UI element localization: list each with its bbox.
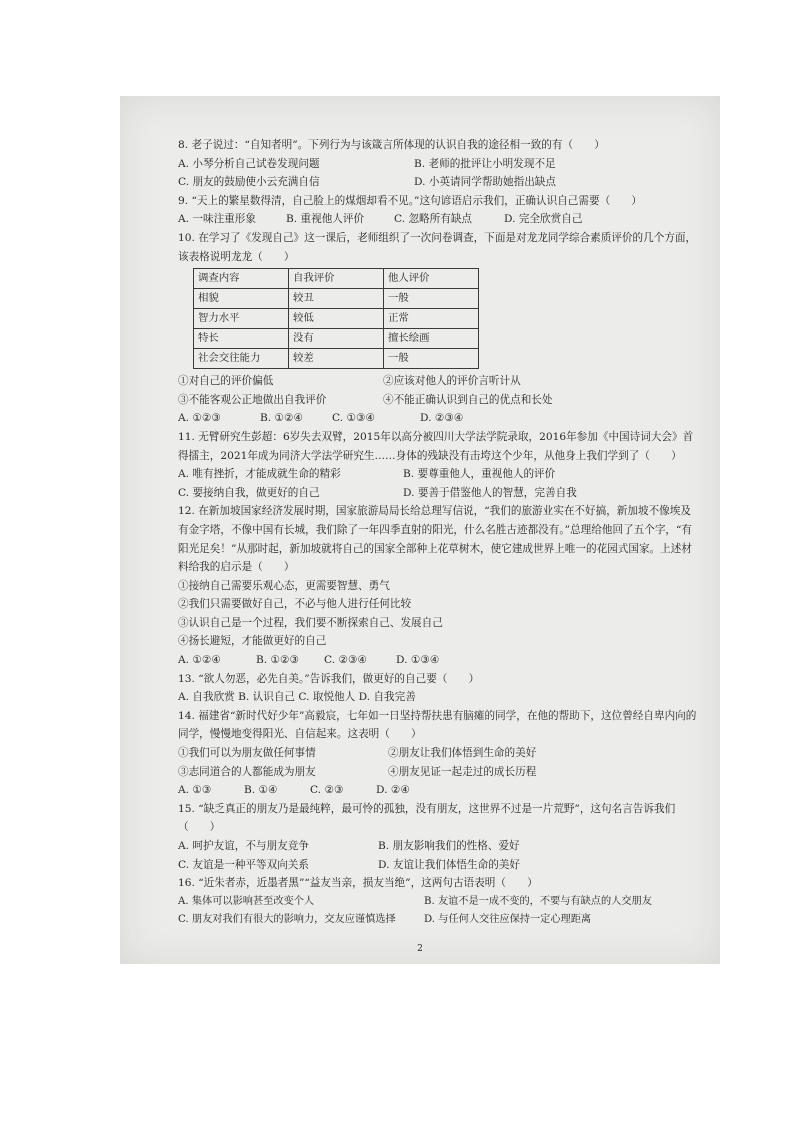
survey-cell: 智力水平: [194, 309, 289, 329]
survey-cell: 较丑: [289, 289, 384, 309]
survey-row: [194, 289, 479, 309]
q9-options: [178, 210, 698, 229]
q10-option-c: C. ①③④: [332, 412, 375, 425]
q10-option-b: B. ①②④: [260, 412, 304, 425]
q13-options: A. 自我欣赏 B. 认识自己 C. 取悦他人 D. 自我完善: [178, 691, 416, 704]
q11-option-d: D. 要善于借鉴他人的智慧，完善自我: [403, 486, 577, 499]
q16-options-row1: [178, 893, 698, 912]
survey-header-cell: 自我评价: [289, 269, 384, 289]
q16-option-a: A. 集体可以影响甚至改变个人: [178, 895, 315, 907]
q15-option-a: A. 呵护友谊，不与朋友竞争: [178, 840, 309, 852]
q14-statements-row2: [178, 763, 698, 782]
q14-option-d: D. ②④: [376, 784, 410, 797]
q10-statements-row1: [178, 372, 698, 391]
q10-option-a: A. ①②③: [178, 412, 221, 425]
q14-statement-3: ③志同道合的人都能成为朋友: [178, 765, 316, 778]
q9-option-c: C. 忽略所有缺点: [394, 213, 473, 226]
q14-options: [178, 781, 698, 800]
q14-option-c: C. ②③: [310, 784, 344, 797]
q12-statement-4: ④扬长避短，才能做更好的自己: [178, 635, 327, 648]
q9-stem: 9. “天上的繁星数得清，自己脸上的煤烟却看不见。”这句谚语启示我们，正确认识自己需要（ ）: [178, 194, 642, 207]
q14-statement-4: ④朋友见证一起走过的成长历程: [388, 765, 537, 778]
q11-option-c: C. 要接纳自我，做更好的自己: [178, 486, 320, 499]
q8-option-b: B. 老师的批评让小明发现不足: [414, 157, 556, 170]
q9-option-d: D. 完全欣赏自己: [504, 213, 583, 226]
q14-stem: 14. 福建省“新时代好少年”高毅宸，七年如一日坚持帮扶患有脑瘫的同学，在他的帮助下，这位曾经自卑内向的同学，慢慢地变得阳光、自信起来。这表明（ ）: [178, 709, 697, 741]
q12-stem: 12. 在新加坡国家经济发展时期，国家旅游局局长给总理写信说，“我们的旅游业实在不好搞，新加坡不像埃及有金字塔，不像中国有长城，我们除了一年四季直射的阳光，什么名胜古迹都没有。”总理给他回了五个字，“有阳光足矣！”从那时起，新加坡就将自己的国家全部种上花草树木，使它建成世界上唯一的花园式国家。上述材料给我的启示是（ ）: [178, 505, 693, 574]
q11-options-row1: [178, 465, 698, 484]
q15-options-row1: [178, 837, 698, 856]
survey-cell: 一般: [384, 289, 479, 309]
q11-options-row2: [178, 484, 698, 503]
q12-statement-1: ①接纳自己需要乐观心态，更需要智慧、勇气: [178, 579, 390, 592]
q14-statement-1: ①我们可以为朋友做任何事情: [178, 747, 316, 760]
survey-table: [193, 268, 479, 369]
survey-header-row: [194, 269, 479, 289]
scanned-page: [120, 96, 720, 964]
q8-option-a: A. 小琴分析自己试卷发现问题: [178, 157, 320, 170]
q10-statement-4: ④不能正确认识到自己的优点和长处: [383, 393, 553, 406]
survey-cell: 擅长绘画: [384, 329, 479, 349]
survey-header-cell: 调查内容: [194, 269, 289, 289]
q12-option-c: C. ②③④: [324, 654, 367, 667]
q12-statement-2: ②我们只需要做好自己，不必与他人进行任何比较: [178, 598, 412, 611]
survey-cell: 一般: [384, 349, 479, 369]
q14-statements-row1: [178, 744, 698, 763]
q10-statement-1: ①对自己的评价偏低: [178, 375, 274, 388]
q12-statement-3: ③认识自己是一个过程，我们要不断探索自己、发展自己: [178, 616, 443, 629]
page-number: 2: [417, 944, 423, 954]
q10-options: [178, 409, 698, 428]
q12-option-d: D. ①③④: [396, 654, 440, 667]
q12-option-a: A. ①②④: [178, 654, 221, 667]
survey-cell: 没有: [289, 329, 384, 349]
q15-options-row2: [178, 856, 698, 875]
q8-options-row2: [178, 173, 698, 192]
q15-option-d: D. 友谊让我们体悟生命的美好: [378, 858, 520, 871]
q14-option-b: B. ①④: [244, 784, 278, 797]
survey-cell: 较低: [289, 309, 384, 329]
q16-option-b: B. 友谊不是一成不变的，不要与有缺点的人交朋友: [424, 895, 652, 907]
survey-row: [194, 309, 479, 329]
q10-statement-2: ②应该对他人的评价言听计从: [383, 375, 521, 388]
survey-cell: 较差: [289, 349, 384, 369]
q10-statements-row2: [178, 391, 698, 410]
q8-option-c: C. 朋友的鼓励使小云充满自信: [178, 176, 320, 189]
q12-option-b: B. ①②③: [256, 654, 300, 667]
q15-stem: 15. “缺乏真正的朋友乃是最纯粹，最可怜的孤独，没有朋友，这世界不过是一片荒野”，这句名言告诉我们（ ）: [178, 802, 676, 834]
q9-option-a: A. 一味注重形象: [178, 213, 256, 226]
q10-option-d: D. ②③④: [420, 412, 464, 425]
survey-cell: 社会交往能力: [194, 349, 289, 369]
q8-option-d: D. 小英请同学帮助她指出缺点: [414, 176, 556, 189]
q10-statement-3: ③不能客观公正地做出自我评价: [178, 393, 327, 406]
survey-cell: 特长: [194, 329, 289, 349]
q13-stem: 13. “欲人勿恶，必先自美。”告诉我们，做更好的自己要（ ）: [178, 672, 480, 685]
survey-cell: 相貌: [194, 289, 289, 309]
q15-option-b: B. 朋友影响我们的性格、爱好: [378, 840, 520, 852]
question-list: [178, 136, 698, 930]
q8-stem: 8. 老子说过：“自知者明”。下列行为与该箴言所体现的认识自我的途径相一致的有（ ）: [178, 139, 605, 151]
q16-options-row2: [178, 911, 698, 930]
q11-option-b: B. 要尊重他人，重视他人的评价: [403, 468, 556, 481]
survey-row: [194, 349, 479, 369]
q16-option-c: C. 朋友对我们有很大的影响力，交友应谨慎选择: [178, 914, 396, 926]
q11-option-a: A. 唯有挫折，才能成就生命的精彩: [178, 468, 341, 481]
q15-option-c: C. 友谊是一种平等双向关系: [178, 858, 309, 871]
q16-option-d: D. 与任何人交往应保持一定心理距离: [424, 914, 592, 926]
q12-options: [178, 651, 698, 670]
q11-stem: 11. 无臂研究生彭超：6岁失去双臂，2015年以高分被四川大学法学院录取，2016年参加《中国诗词大会》首得擂主，2021年成为同济大学法学研究生……身体的残缺没有击垮这个少年，从他身上我们学到了（ ）: [178, 430, 694, 462]
q14-statement-2: ②朋友让我们体悟到生命的美好: [388, 747, 537, 760]
survey-row: [194, 329, 479, 349]
q14-option-a: A. ①③: [178, 784, 212, 797]
survey-header-cell: 他人评价: [384, 269, 479, 289]
q9-option-b: B. 重视他人评价: [286, 213, 365, 226]
survey-cell: 正常: [384, 309, 479, 329]
q16-stem: 16. “近朱者赤，近墨者黑”“益友当亲，损友当绝”，这两句古语表明（ ）: [178, 877, 538, 890]
q10-stem: 10. 在学习了《发现自己》这一课后，老师组织了一次问卷调查，下面是对龙龙同学综合素质评价的几个方面，该表格说明龙龙（ ）: [178, 231, 697, 263]
q8-options-row1: [178, 155, 698, 174]
